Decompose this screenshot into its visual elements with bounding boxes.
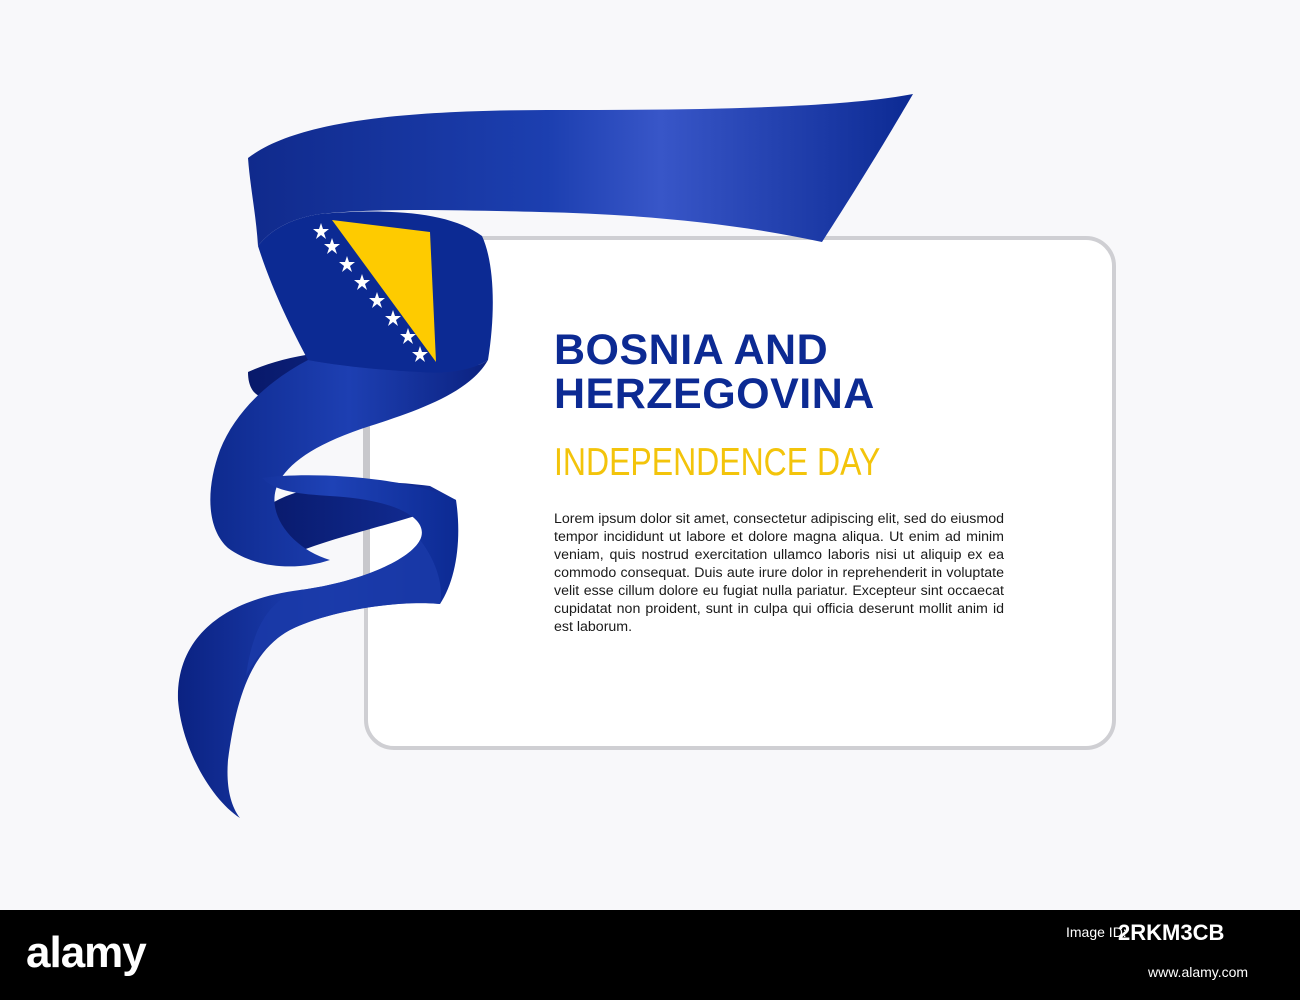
banner-title	[554, 328, 875, 416]
image-id-label: Image ID:	[1066, 924, 1127, 940]
footer-bar	[0, 910, 1300, 1000]
banner-subtitle: INDEPENDENCE DAY	[554, 441, 881, 484]
banner-body-text: Lorem ipsum dolor sit amet, consectetur adipiscing elit, sed do eiusmod tempor incididunt ut labore et dolore magna aliqua. Ut enim ad minim veniam, quis nostrud exercitation ullamco laboris nisi ut aliquip ex ea commodo consequat. Duis aute irure dolor in reprehenderit in voluptate velit esse cillum dolore eu fugiat nulla pariatur. Excepteur sint occaecat cupidatat non proident, sunt in culpa qui officia deserunt mollit anim id est laborum.	[554, 511, 1004, 635]
alamy-logo: alamy	[26, 928, 146, 977]
banner-title-line2: HERZEGOVINA	[554, 370, 875, 418]
banner-title-line1: BOSNIA AND	[554, 326, 829, 374]
image-id-value: 2RKM3CB	[1118, 920, 1225, 945]
site-url: www.alamy.com	[1148, 964, 1249, 980]
